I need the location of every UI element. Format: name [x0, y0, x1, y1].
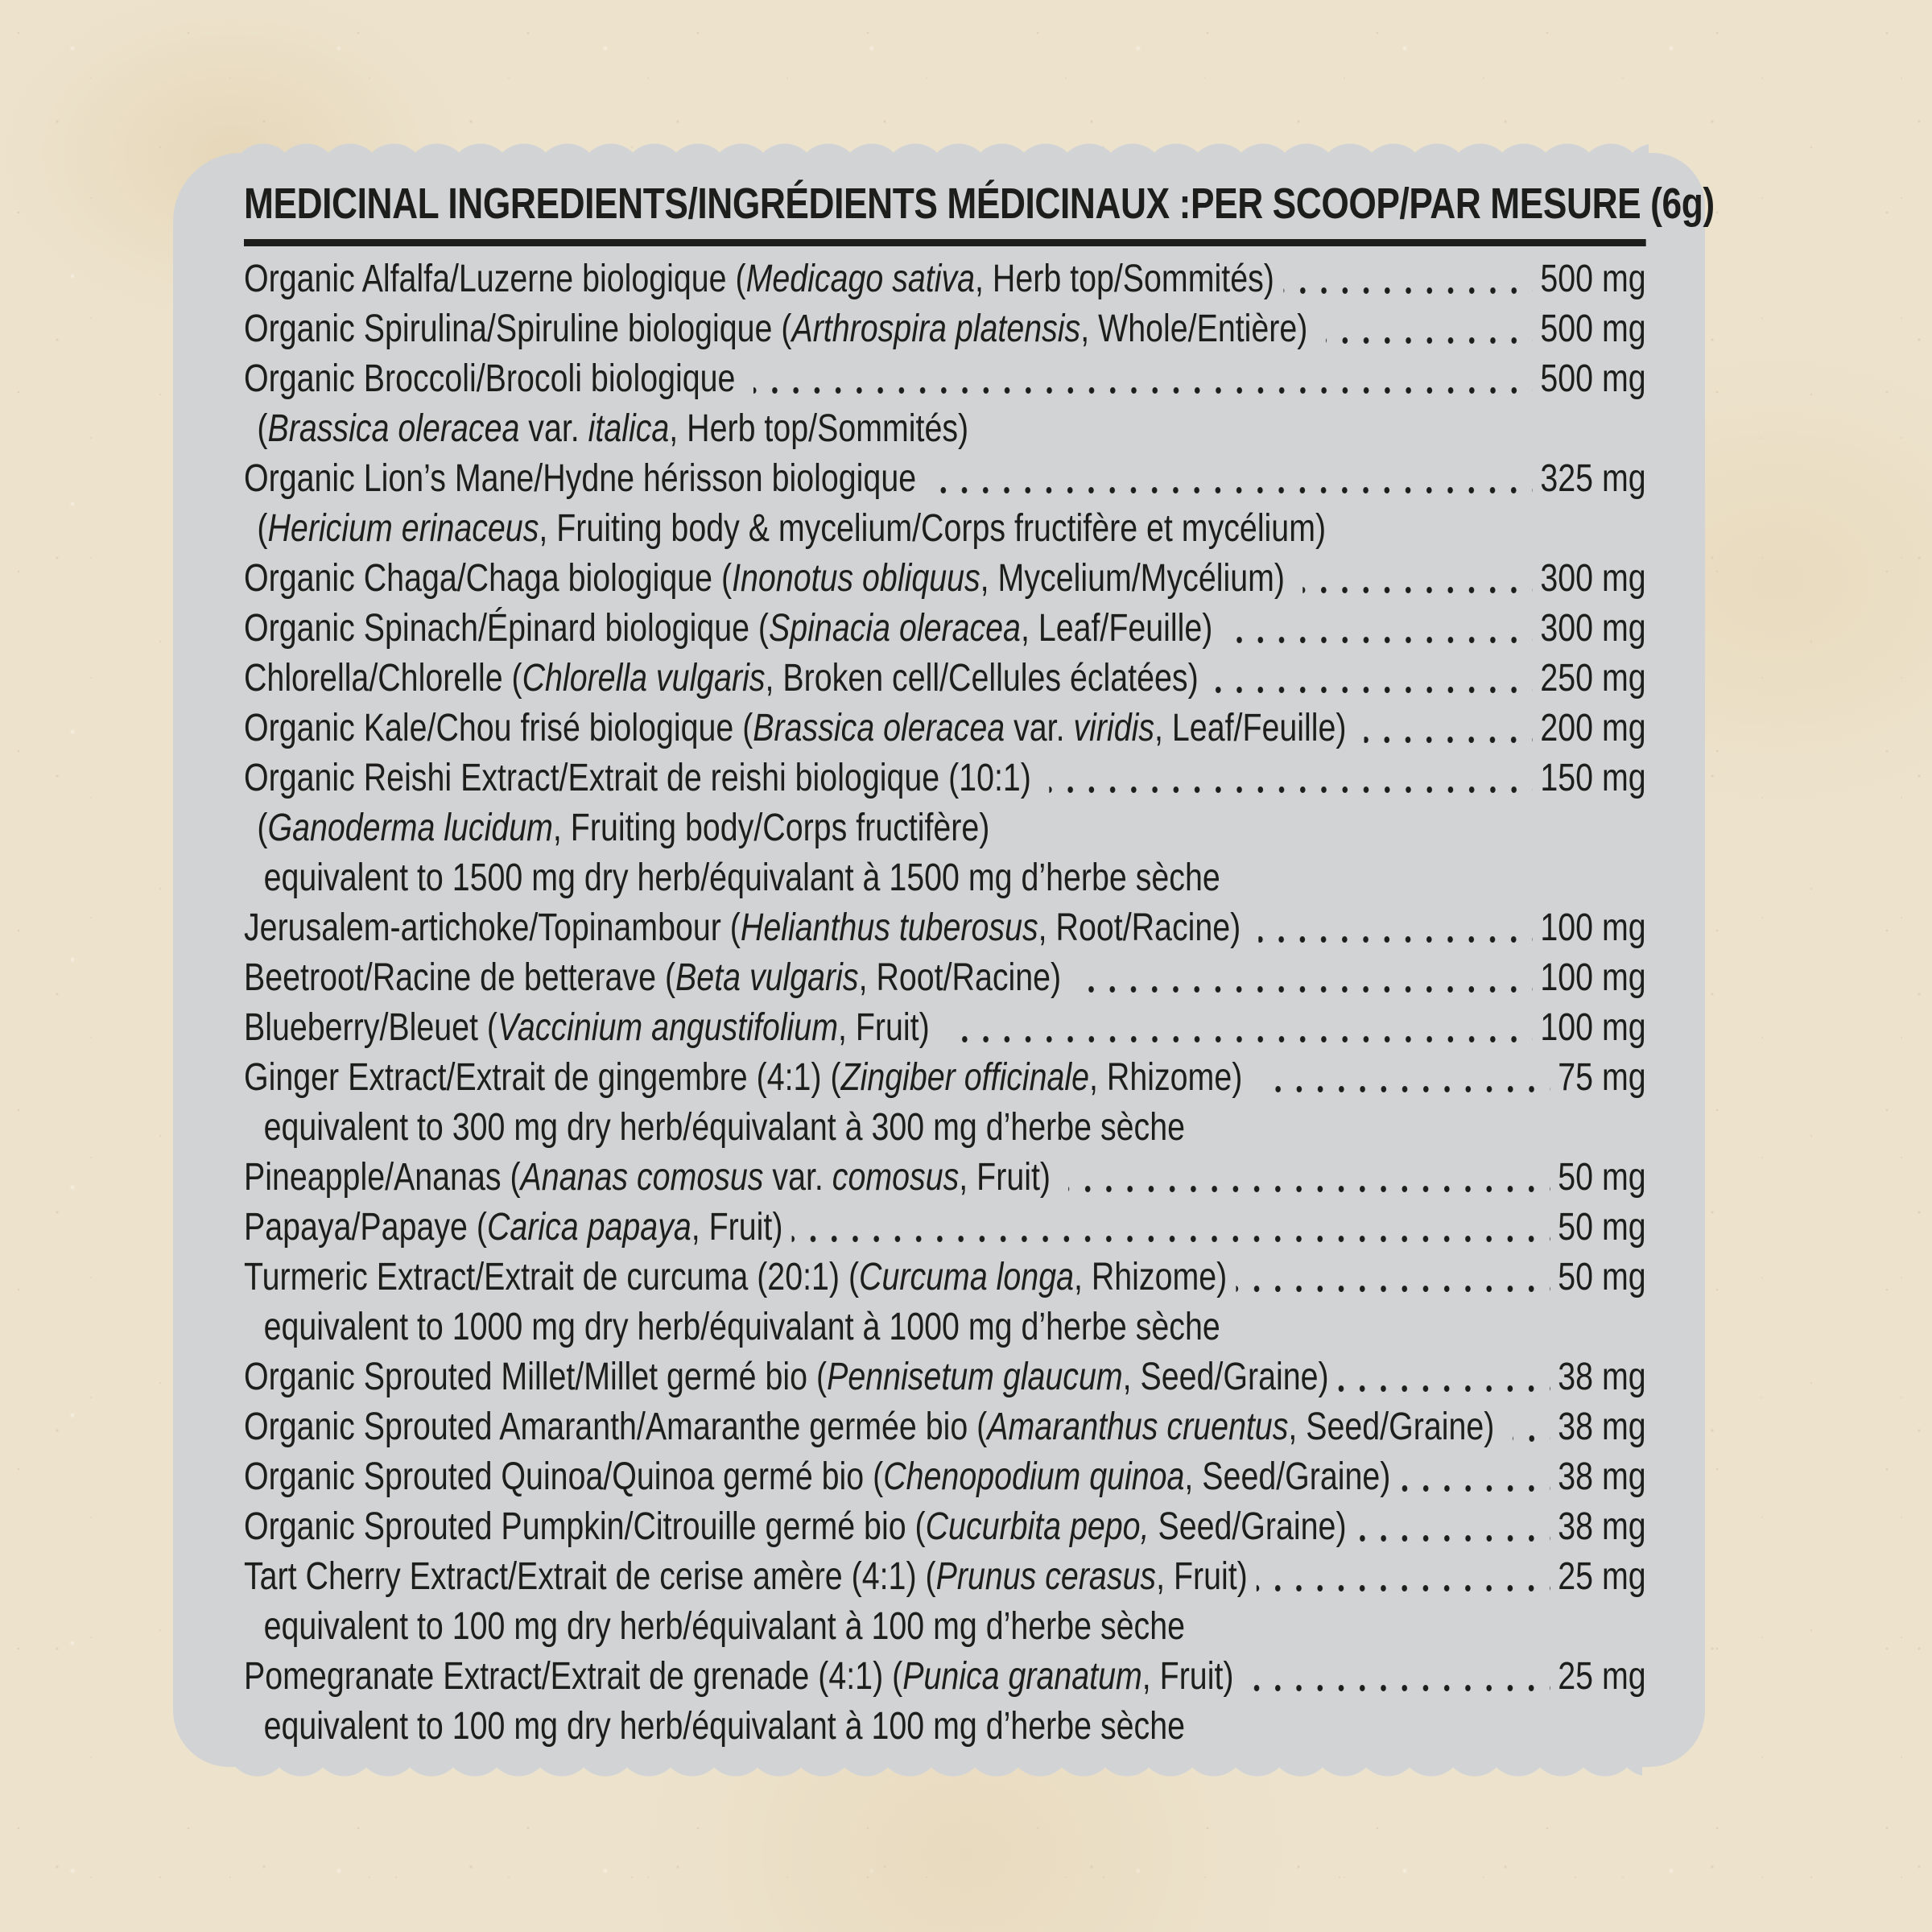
- ingredient-amount: 200 mg: [1540, 707, 1646, 750]
- ingredient-row: [244, 1352, 1646, 1402]
- ingredient-text: Organic Sprouted Amaranth/Amaranthe germée bio (: [244, 1406, 988, 1449]
- latin-name-italic: Beta vulgaris: [675, 956, 859, 1000]
- dot-leader: [1302, 587, 1532, 593]
- ingredient-name: [244, 1253, 1227, 1302]
- ingredient-amount: 500 mg: [1540, 258, 1646, 301]
- ingredient-row: [244, 1552, 1646, 1602]
- ingredient-row: [244, 1402, 1646, 1452]
- dot-leader: [1283, 287, 1532, 294]
- ingredient-amount: 50 mg: [1558, 1256, 1646, 1299]
- ingredient-name: [257, 504, 1326, 554]
- ingredient-name: [244, 454, 916, 504]
- ingredient-row: [244, 654, 1646, 704]
- ingredient-amount: 38 mg: [1558, 1356, 1646, 1399]
- ingredient-name: [244, 1652, 1233, 1702]
- ingredient-row: [244, 803, 1646, 853]
- dot-leader: [1049, 786, 1532, 793]
- dot-leader: [1068, 1186, 1550, 1192]
- latin-name-italic: Vaccinium angustifolium: [497, 1006, 838, 1050]
- ingredient-text: Organic Alfalfa/Luzerne biologique (: [244, 258, 746, 301]
- ingredient-name: [264, 1302, 1220, 1352]
- latin-name-italic: Punica granatum: [902, 1655, 1142, 1699]
- latin-name-italic: Chenopodium quinoa: [883, 1455, 1185, 1499]
- ingredient-row: [244, 404, 1646, 454]
- ingredient-row: [244, 1302, 1646, 1352]
- header-ingredients-title: MEDICINAL INGREDIENTS/INGRÉDIENTS MÉDICINAUX :: [244, 180, 1191, 228]
- ingredient-name: [257, 803, 989, 853]
- ingredient-row: [244, 1602, 1646, 1652]
- ingredient-name: [244, 354, 744, 404]
- ingredient-name: [244, 953, 1070, 1003]
- dot-leader: [1236, 1286, 1550, 1292]
- ingredient-text: var.: [1005, 707, 1074, 750]
- panel-content: [244, 177, 1715, 1748]
- ingredient-text: , Whole/Entière): [1080, 308, 1317, 351]
- table-header: [244, 177, 1715, 228]
- ingredient-row: [244, 1153, 1646, 1203]
- ingredient-row: [244, 254, 1646, 304]
- ingredient-name: [244, 1352, 1329, 1402]
- ingredient-name: [244, 1153, 1059, 1203]
- latin-name-italic: Helianthus tuberosus: [740, 906, 1038, 950]
- ingredient-name: [244, 654, 1199, 704]
- ingredient-row: [244, 554, 1646, 604]
- ingredient-row: [244, 454, 1646, 504]
- ingredient-name: [244, 903, 1249, 953]
- dot-leader: [1326, 337, 1533, 344]
- ingredient-text: equivalent to 100 mg dry herb/équivalant à 100 mg d’herbe sèche: [263, 1705, 1185, 1748]
- ingredient-text: Organic Kale/Chou frisé biologique (: [244, 707, 753, 750]
- ingredients-panel: [173, 153, 1715, 1767]
- latin-name-italic: Arthrospira platensis: [791, 308, 1081, 351]
- ingredient-name: [244, 304, 1316, 354]
- ingredient-text: , Fruit): [1141, 1655, 1234, 1699]
- ingredient-amount: 100 mg: [1540, 956, 1646, 1000]
- ingredient-text: Papaya/Papaye (: [244, 1206, 487, 1249]
- ingredient-amount: 100 mg: [1540, 906, 1646, 950]
- ingredient-text: equivalent to 1500 mg dry herb/équivalant à 1500 mg d’herbe sèche: [263, 857, 1220, 900]
- ingredient-text: , Fruit): [1156, 1555, 1248, 1599]
- ingredient-amount: 325 mg: [1540, 457, 1646, 501]
- latin-name-italic: Ananas comosus: [520, 1156, 764, 1199]
- ingredient-text: , Seed/Graine): [1184, 1455, 1391, 1499]
- ingredient-name: [244, 604, 1221, 654]
- ingredient-text: equivalent to 300 mg dry herb/équivalant à 300 mg d’herbe sèche: [263, 1106, 1185, 1150]
- ingredient-text: , Root/Racine): [858, 956, 1071, 1000]
- ingredient-amount: 300 mg: [1540, 557, 1646, 601]
- dot-leader: [1338, 1385, 1550, 1392]
- ingredient-name: [244, 254, 1274, 304]
- ingredient-text: , Seed/Graine): [1288, 1406, 1504, 1449]
- ingredient-text: Organic Sprouted Millet/Millet germé bio (: [244, 1356, 828, 1399]
- ingredient-row: [244, 1702, 1646, 1752]
- ingredient-row: [244, 1502, 1646, 1552]
- dot-leader: [926, 487, 1533, 493]
- ingredient-text: , Fruit): [959, 1156, 1059, 1199]
- ingredient-amount: 25 mg: [1558, 1555, 1646, 1599]
- dot-leader: [947, 1036, 1532, 1042]
- ingredient-amount: 38 mg: [1558, 1505, 1646, 1549]
- ingredient-text: , Rhizome): [1073, 1256, 1228, 1299]
- ingredient-text: , Leaf/Feuille): [1020, 607, 1222, 650]
- ingredient-text: , Rhizome): [1089, 1056, 1252, 1100]
- latin-name-italic: Zingiber officinale: [840, 1056, 1090, 1100]
- ingredient-text: , Broken cell/Cellules éclatées): [765, 657, 1199, 700]
- ingredient-text: , Root/Racine): [1038, 906, 1250, 950]
- dot-leader: [1364, 737, 1533, 743]
- ingredient-text: , Herb top/Sommités): [975, 258, 1274, 301]
- ingredient-row: [244, 853, 1646, 903]
- ingredient-name: [264, 1103, 1185, 1153]
- ingredient-text: var.: [763, 1156, 832, 1199]
- latin-name-italic: Curcuma longa: [859, 1256, 1074, 1299]
- scalloped-edge-bottom: [236, 1766, 1642, 1777]
- ingredient-amount: 50 mg: [1558, 1206, 1646, 1249]
- header-per-scoop-title: PER SCOOP/PAR MESURE (6g): [1190, 180, 1715, 228]
- ingredient-name: [264, 1602, 1185, 1652]
- latin-name-italic: comosus: [832, 1156, 960, 1199]
- ingredient-text: Tart Cherry Extract/Extrait de cerise amère (4:1) (: [244, 1555, 936, 1599]
- ingredient-row: [244, 1053, 1646, 1103]
- ingredient-text: Pineapple/Ananas (: [244, 1156, 521, 1199]
- ingredient-text: Organic Spirulina/Spiruline biologique (: [244, 308, 792, 351]
- dot-leader: [1513, 1435, 1550, 1442]
- ingredient-text: (: [257, 507, 268, 551]
- ingredient-row: [244, 903, 1646, 953]
- ingredient-amount: 250 mg: [1540, 657, 1646, 700]
- ingredient-amount: 25 mg: [1558, 1655, 1646, 1699]
- panel-content-condensed: [244, 177, 1715, 1752]
- ingredient-text: , Fruit): [691, 1206, 783, 1249]
- ingredient-amount: 500 mg: [1540, 308, 1646, 351]
- ingredient-name: [244, 1402, 1503, 1452]
- ingredient-text: Beetroot/Racine de betterave (: [244, 956, 676, 1000]
- ingredient-amount: 500 mg: [1540, 357, 1646, 401]
- ingredient-text: , Seed/Graine): [1122, 1356, 1329, 1399]
- latin-name-italic: viridis: [1073, 707, 1155, 750]
- ingredient-row: [244, 1003, 1646, 1053]
- ingredient-text: Blueberry/Bleuet (: [244, 1006, 498, 1050]
- ingredient-row: [244, 953, 1646, 1003]
- ingredient-text: Ginger Extract/Extrait de gingembre (4:1) (: [244, 1056, 841, 1100]
- latin-name-italic: Pennisetum glaucum: [827, 1356, 1123, 1399]
- ingredient-text: Pomegranate Extract/Extrait de grenade (4:1) (: [244, 1655, 903, 1699]
- ingredient-name: [264, 853, 1220, 903]
- ingredient-text: Seed/Graine): [1149, 1505, 1347, 1549]
- ingredient-row: [244, 1253, 1646, 1302]
- ingredient-name: [244, 1502, 1347, 1552]
- ingredient-text: Organic Reishi Extract/Extrait de reishi biologique (10:1): [244, 757, 1040, 800]
- ingredient-name: [244, 704, 1355, 753]
- ingredient-name: [257, 404, 968, 454]
- ingredient-text: equivalent to 100 mg dry herb/équivalant à 100 mg d’herbe sèche: [263, 1605, 1185, 1649]
- ingredient-text: , Herb top/Sommités): [669, 407, 969, 451]
- ingredient-row: [244, 504, 1646, 554]
- ingredient-amount: 75 mg: [1558, 1056, 1646, 1100]
- latin-name-italic: Inonotus obliquus: [732, 557, 980, 601]
- dot-leader: [1400, 1485, 1550, 1492]
- ingredient-amount: 38 mg: [1558, 1455, 1646, 1499]
- latin-name-italic: Medicago sativa: [745, 258, 976, 301]
- ingredient-name: [244, 1003, 939, 1053]
- ingredient-text: , Leaf/Feuille): [1154, 707, 1356, 750]
- ingredient-text: var.: [519, 407, 588, 451]
- latin-name-italic: Ganoderma lucidum: [267, 807, 553, 850]
- dot-leader: [1080, 986, 1533, 993]
- latin-name-italic: Brassica oleracea: [267, 407, 520, 451]
- ingredient-text: Organic Spinach/Épinard biologique (: [244, 607, 770, 650]
- dot-leader: [1259, 936, 1533, 943]
- latin-name-italic: Hericium erinaceus: [267, 507, 539, 551]
- ingredient-row: [244, 304, 1646, 354]
- ingredient-text: equivalent to 1000 mg dry herb/équivalant à 1000 mg d’herbe sèche: [263, 1306, 1220, 1349]
- ingredient-text: Jerusalem-artichoke/Topinambour (: [244, 906, 741, 950]
- ingredient-name: [244, 1552, 1248, 1602]
- ingredient-text: , Mycelium/Mycélium): [980, 557, 1294, 601]
- ingredient-text: Turmeric Extract/Extrait de curcuma (20:1) (: [244, 1256, 860, 1299]
- ingredient-text: Organic Chaga/Chaga biologique (: [244, 557, 733, 601]
- ingredient-row: [244, 704, 1646, 753]
- ingredients-list: [244, 254, 1646, 1752]
- ingredient-text: (: [257, 807, 268, 850]
- latin-name-italic: italica: [588, 407, 670, 451]
- dot-leader: [1243, 1685, 1550, 1691]
- dot-leader: [792, 1236, 1550, 1242]
- ingredient-text: Organic Lion’s Mane/Hydne hérisson biologique: [244, 457, 917, 501]
- ingredient-amount: 38 mg: [1558, 1406, 1646, 1449]
- ingredient-row: [244, 354, 1646, 404]
- ingredient-amount: 50 mg: [1558, 1156, 1646, 1199]
- dot-leader: [753, 387, 1533, 394]
- ingredient-text: , Fruiting body & mycelium/Corps fructifère et mycélium): [539, 507, 1327, 551]
- ingredient-row: [244, 753, 1646, 803]
- dot-leader: [1208, 687, 1532, 693]
- ingredient-amount: 150 mg: [1540, 757, 1646, 800]
- dot-leader: [1356, 1535, 1550, 1542]
- latin-name-italic: Carica papaya: [486, 1206, 691, 1249]
- ingredient-row: [244, 604, 1646, 654]
- ingredient-text: Chlorella/Chlorelle (: [244, 657, 522, 700]
- latin-name-italic: Brassica oleracea: [753, 707, 1005, 750]
- ingredient-name: [244, 1053, 1251, 1103]
- ingredient-name: [244, 753, 1040, 803]
- latin-name-italic: Prunus cerasus: [935, 1555, 1157, 1599]
- ingredient-text: Organic Sprouted Pumpkin/Citrouille germé bio (: [244, 1505, 926, 1549]
- latin-name-italic: Amaranthus cruentus: [987, 1406, 1289, 1449]
- ingredient-name: [264, 1702, 1185, 1752]
- ingredient-amount: 300 mg: [1540, 607, 1646, 650]
- dot-leader: [1261, 1086, 1550, 1092]
- ingredient-text: Organic Broccoli/Brocoli biologique: [244, 357, 745, 401]
- ingredient-text: Organic Sprouted Quinoa/Quinoa germé bio (: [244, 1455, 884, 1499]
- ingredient-text: (: [257, 407, 268, 451]
- header-divider-rule: [244, 239, 1646, 246]
- ingredient-row: [244, 1652, 1646, 1702]
- ingredient-name: [244, 1452, 1390, 1502]
- scalloped-edge-top: [242, 143, 1649, 154]
- ingredient-amount: 100 mg: [1540, 1006, 1646, 1050]
- ingredient-name: [244, 1203, 782, 1253]
- ingredient-row: [244, 1452, 1646, 1502]
- dot-leader: [1257, 1585, 1550, 1591]
- ingredient-text: , Fruiting body/Corps fructifère): [552, 807, 990, 850]
- ingredient-name: [244, 554, 1294, 604]
- ingredient-row: [244, 1203, 1646, 1253]
- ingredient-row: [244, 1103, 1646, 1153]
- latin-name-italic: Cucurbita pepo,: [925, 1505, 1150, 1549]
- ingredient-text: , Fruit): [837, 1006, 939, 1050]
- latin-name-italic: Spinacia oleracea: [769, 607, 1021, 650]
- dot-leader: [1231, 637, 1533, 643]
- latin-name-italic: Chlorella vulgaris: [522, 657, 766, 700]
